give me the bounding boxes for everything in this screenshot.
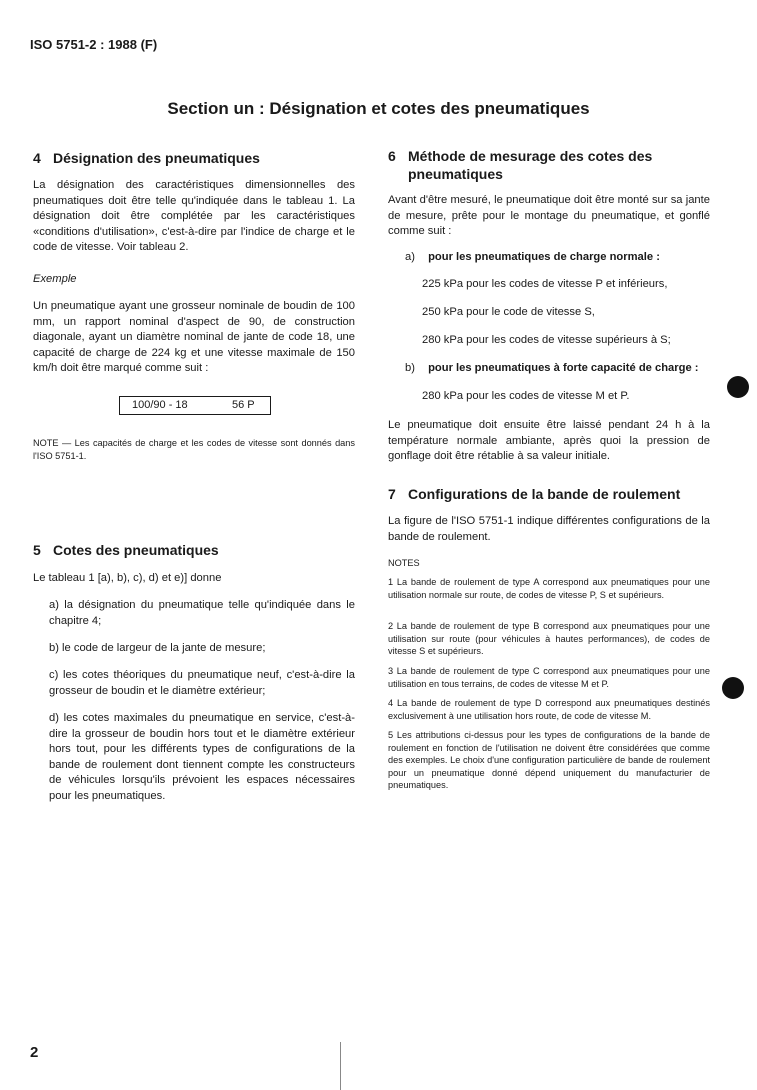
page-number: 2 xyxy=(30,1044,39,1061)
item-a-label: a) xyxy=(405,251,415,263)
note-item: 1 La bande de roulement de type A correspond aux pneumatiques pour une utilisation normale sur route, de codes de vitesse P, S et supérieurs. xyxy=(388,577,710,600)
tyre-marking-box xyxy=(119,396,271,415)
section-4-title: Désignation des pneumatiques xyxy=(53,150,260,166)
note-item: 5 Les attributions ci-dessus pour les types de configurations de la bande de roulement en fonction de l'utilisation ne doivent être considérées que comme des exemples. Le choix d'une configuration particulière de bande de roulement pour un pneumatique donné dépend uniquement du manufacturier de pneumatiques. xyxy=(388,730,710,791)
section-6-title: Méthode de mesurage des cotes des pneumatiques xyxy=(408,148,653,182)
item-b-title: pour les pneumatiques à forte capacité de charge : xyxy=(428,362,699,374)
section-6-intro: Avant d'être mesuré, le pneumatique doit être monté sur sa jante de mesure, prête pour le montage du pneumatique, et gonflé comme suit : xyxy=(388,194,710,237)
item-b-label: b) xyxy=(405,362,415,374)
margin-change-marker xyxy=(722,677,744,699)
section-7-intro: La figure de l'ISO 5751-1 indique différentes configurations de la bande de roulement. xyxy=(388,515,710,543)
section-5-intro: Le tableau 1 [a), b), c), d) et e)] donne xyxy=(33,572,222,584)
section-5-heading xyxy=(33,541,355,559)
margin-change-marker xyxy=(727,376,749,398)
section-4-paragraph: La désignation des caractéristiques dimensionnelles des pneumatiques doit être telle qu'indiquée dans le tableau 1. La désignation doit être complétée par les caractéristiques «conditions d'utilisation», c'est-à-dire par l'indice de charge et le code de vitesse. Voir tableau 2. xyxy=(33,179,355,253)
section-5-number: 5 xyxy=(33,542,41,558)
section-title: Section un : Désignation et cotes des pneumatiques xyxy=(167,99,590,118)
service-description: 56 P xyxy=(232,399,255,411)
list-item: a) la désignation du pneumatique telle qu'indiquée dans le chapitre 4; xyxy=(49,599,355,627)
item-a-title: pour les pneumatiques de charge normale : xyxy=(428,251,660,263)
list-item: c) les cotes théoriques du pneumatique neuf, c'est-à-dire la grosseur de boudin et le diamètre extérieur; xyxy=(49,669,355,697)
note-item: 4 La bande de roulement de type D correspond aux pneumatiques destinés exclusivement à une utilisation hors route, de code de vitesse M. xyxy=(388,698,710,721)
pressure-line: 250 kPa pour le code de vitesse S, xyxy=(422,306,595,318)
pressure-line: 225 kPa pour les codes de vitesse P et inférieurs, xyxy=(422,278,668,290)
list-item: d) les cotes maximales du pneumatique en service, c'est-à-dire la grosseur de boudin hors tout et le diamètre extérieur hors tout, pour les différents types de configurations de la bande de roulement dont tiennent compte les constructeurs de véhicules lorsqu'ils prévoient les espaces nécessaires pour les pneumatiques. xyxy=(49,712,355,802)
pressure-line: 280 kPa pour les codes de vitesse supérieurs à S; xyxy=(422,334,671,346)
section-4-number: 4 xyxy=(33,150,41,166)
section-7-heading xyxy=(388,485,710,503)
section-6-closing: Le pneumatique doit ensuite être laissé pendant 24 h à la température normale ambiante, après quoi la pression de gonflage doit être rétablie à sa valeur initiale. xyxy=(388,419,710,462)
pressure-line: 280 kPa pour les codes de vitesse M et P. xyxy=(422,390,630,402)
center-rule xyxy=(340,1042,341,1090)
section-7-title: Configurations de la bande de roulement xyxy=(408,486,681,502)
note-item: 2 La bande de roulement de type B correspond aux pneumatiques pour une utilisation sur route (pour véhicules à hautes performances), de codes de vitesse S et supérieurs. xyxy=(388,621,710,657)
notes-label: NOTES xyxy=(388,558,420,568)
document-code: ISO 5751-2 : 1988 (F) xyxy=(30,37,158,52)
section-5-title: Cotes des pneumatiques xyxy=(53,542,219,558)
section-6-number: 6 xyxy=(388,148,396,164)
list-item-b xyxy=(405,361,715,377)
list-item-a xyxy=(405,250,715,266)
section-4-heading xyxy=(33,149,355,167)
tyre-size-designation: 100/90 - 18 xyxy=(132,399,188,411)
example-label: Exemple xyxy=(33,273,77,285)
example-text: Un pneumatique ayant une grosseur nominale de boudin de 100 mm, un rapport nominal d'aspect de 90, de construction diagonale, ayant un diamètre nominal de jante de code 18, une capacité de charge de 224 kg et une vitesse maximale de 150 km/h doit être marqué comme suit : xyxy=(33,300,355,374)
note-item: 3 La bande de roulement de type C correspond aux pneumatiques pour une utilisation en tous terrains, de codes de vitesse M et P. xyxy=(388,666,710,689)
section-6-heading xyxy=(388,147,710,183)
list-item: b) le code de largeur de la jante de mesure; xyxy=(49,642,266,654)
section-4-note: NOTE — Les capacités de charge et les codes de vitesse sont donnés dans l'ISO 5751-1. xyxy=(33,438,355,461)
section-7-number: 7 xyxy=(388,486,396,502)
